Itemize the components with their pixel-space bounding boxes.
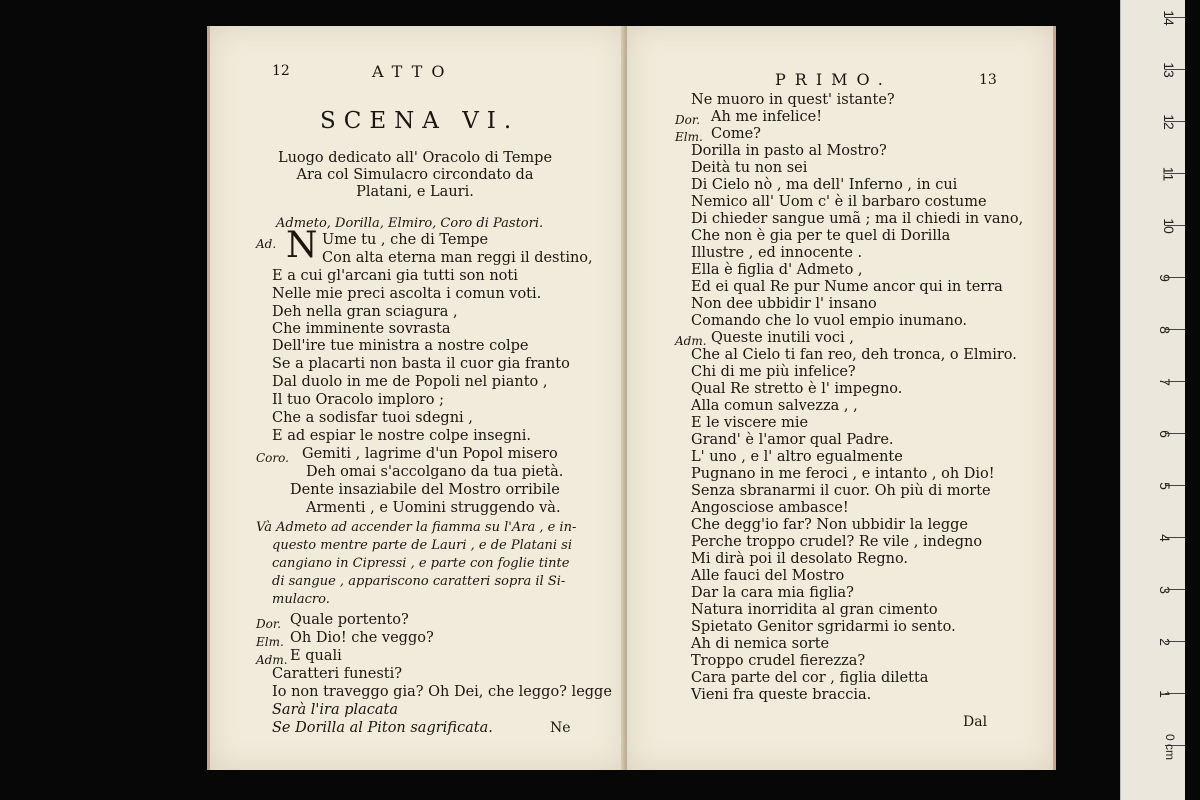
verse-line: Il tuo Oracolo imploro ; <box>272 392 444 408</box>
verse-line: Cara parte del cor , figlia diletta <box>691 670 929 686</box>
verse-line: Quale portento? <box>290 612 409 628</box>
stage-direction: cangiano in Cipressi , e parte con foglie tinte <box>272 556 570 571</box>
right-page <box>627 26 1056 770</box>
character-list: Admeto, Dorilla, Elmiro, Coro di Pastori. <box>276 216 544 231</box>
verse-line: Di chieder sangue umã ; ma il chiedi in vano, <box>691 211 1024 227</box>
left-page <box>207 26 626 770</box>
speaker-label: Elm. <box>675 130 703 144</box>
verse-line: Perche troppo crudel? Re vile , indegno <box>691 534 983 550</box>
ruler-number: 2 <box>1156 638 1173 646</box>
ruler-number: 6 <box>1156 430 1173 438</box>
verse-line: Ella è figlia d' Admeto , <box>691 262 863 278</box>
verse-line: Oh Dio! che veggo? <box>290 630 434 646</box>
drop-cap: N <box>286 225 318 266</box>
speaker-label: Elm. <box>256 635 284 649</box>
page-number: 13 <box>979 72 997 88</box>
verse-line: Alle fauci del Mostro <box>691 568 845 584</box>
ruler-number: 14 <box>1160 10 1177 26</box>
verse-line: Qual Re stretto è l' impegno. <box>691 381 903 397</box>
verse-line: Gemiti , lagrime d'un Popol misero <box>302 446 558 462</box>
ruler-number: 3 <box>1156 586 1173 594</box>
verse-line: Queste inutili voci , <box>711 330 854 346</box>
verse-line: E ad espiar le nostre colpe insegni. <box>272 428 531 444</box>
verse-line: Ne muoro in quest' istante? <box>691 92 895 108</box>
verse-line: Pugnano in me feroci , e intanto , oh Dio! <box>691 466 995 482</box>
verse-line: Io non traveggo gia? Oh Dei, che leggo? legge <box>272 684 612 700</box>
ruler-number: 1 <box>1156 690 1173 698</box>
verse-line: Ah me infelice! <box>711 109 823 125</box>
ruler-number: 12 <box>1160 114 1177 130</box>
verse-line: Che degg'io far? Non ubbidir la legge <box>691 517 968 533</box>
verse-line: Mi dirà poi il desolato Regno. <box>691 551 909 567</box>
ruler-number: 4 <box>1156 534 1173 542</box>
verse-line: L' uno , e l' altro egualmente <box>691 449 903 465</box>
verse-line: E le viscere mie <box>691 415 809 431</box>
verse-line: Ed ei qual Re pur Nume ancor qui in terra <box>691 279 1003 295</box>
verse-line: E quali <box>290 648 342 664</box>
stage-direction: mulacro. <box>272 592 330 607</box>
running-head: ATTO <box>372 62 454 81</box>
verse-line: Dal duolo in me de Popoli nel pianto , <box>272 374 548 390</box>
setting-line: Platani, e Lauri. <box>356 184 474 200</box>
ruler-number: 11 <box>1160 166 1177 182</box>
verse-line: Comando che lo vuol empio inumano. <box>691 313 968 329</box>
verse-line: Nemico all' Uom c' è il barbaro costume <box>691 194 987 210</box>
verse-line: Vieni fra queste braccia. <box>691 687 872 703</box>
verse-line: Chi di me più infelice? <box>691 364 856 380</box>
verse-line: Ume tu , che di Tempe <box>322 232 489 248</box>
setting-line: Ara col Simulacro circondato da <box>296 167 534 183</box>
verse-line: Senza sbranarmi il cuor. Oh più di morte <box>691 483 991 499</box>
verse-line: Che imminente sovrasta <box>272 321 451 337</box>
setting-line: Luogo dedicato all' Oracolo di Tempe <box>277 150 553 166</box>
verse-line: Grand' è l'amor qual Padre. <box>691 432 894 448</box>
verse-line: Dell'ire tue ministra a nostre colpe <box>272 338 529 354</box>
open-book <box>207 26 1057 776</box>
speaker-label: Coro. <box>256 451 289 465</box>
verse-line: Come? <box>711 126 761 142</box>
verse-line: Armenti , e Uomini struggendo và. <box>306 500 561 516</box>
ruler-unit-label: 0 cm <box>1163 733 1178 761</box>
verse-line: Angosciose ambasce! <box>691 500 849 516</box>
catchword: Dal <box>963 714 988 730</box>
stage-direction: questo mentre parte de Lauri , e de Platani si <box>272 538 573 553</box>
verse-line: Sarà l'ira placata <box>272 702 399 718</box>
verse-line: Alla comun salvezza , , <box>691 398 858 414</box>
measurement-ruler <box>1120 0 1185 800</box>
verse-line: Dorilla in pasto al Mostro? <box>691 143 887 159</box>
scene-title: SCENA VI. <box>320 108 520 134</box>
stage-direction: di sangue , appariscono caratteri sopra il Si- <box>272 574 566 589</box>
verse-line: Caratteri funesti? <box>272 666 403 682</box>
ruler-number: 9 <box>1156 274 1173 282</box>
speaker-label: Ad. <box>256 237 277 251</box>
verse-line: Che al Cielo ti fan reo, deh tronca, o Elmiro. <box>691 347 1017 363</box>
verse-line: Troppo crudel fierezza? <box>691 653 866 669</box>
verse-line: Spietato Genitor sgridarmi io sento. <box>691 619 956 635</box>
running-head: PRIMO. <box>775 70 892 89</box>
verse-line: Non dee ubbidir l' insano <box>691 296 877 312</box>
speaker-label: Dor. <box>256 617 282 631</box>
stage-direction: Và Admeto ad accender la fiamma su l'Ara , e in- <box>256 520 577 535</box>
ruler-number: 5 <box>1156 482 1173 490</box>
verse-line: Se Dorilla al Piton sagrificata. <box>272 720 493 736</box>
speaker-label: Dor. <box>675 113 701 127</box>
verse-line: Illustre , ed innocente . <box>691 245 863 261</box>
verse-line: Con alta eterna man reggi il destino, <box>322 250 593 266</box>
ruler-number: 10 <box>1160 218 1177 234</box>
page-number: 12 <box>272 63 290 79</box>
verse-line: Deh omai s'accolgano da tua pietà. <box>306 464 564 480</box>
speaker-label: Adm. <box>675 334 707 348</box>
verse-line: Ah di nemica sorte <box>691 636 830 652</box>
verse-line: Se a placarti non basta il cuor gia franto <box>272 356 570 372</box>
ruler-number: 8 <box>1156 326 1173 334</box>
verse-line: Dar la cara mia figlia? <box>691 585 854 601</box>
speaker-label: Adm. <box>256 653 288 667</box>
verse-line: Di Cielo nò , ma dell' Inferno , in cui <box>691 177 958 193</box>
verse-line: E a cui gl'arcani gia tutti son noti <box>272 268 518 284</box>
verse-line: Che non è gia per te quel di Dorilla <box>691 228 951 244</box>
verse-line: Natura inorridita al gran cimento <box>691 602 938 618</box>
verse-line: Che a sodisfar tuoi sdegni , <box>272 410 473 426</box>
verse-line: Deità tu non sei <box>691 160 808 176</box>
verse-line: Deh nella gran sciagura , <box>272 304 458 320</box>
verse-line: Nelle mie preci ascolta i comun voti. <box>272 286 542 302</box>
ruler-number: 7 <box>1156 378 1173 386</box>
catchword: Ne <box>550 720 571 736</box>
verse-line: Dente insaziabile del Mostro orribile <box>290 482 560 498</box>
ruler-number: 13 <box>1160 62 1177 78</box>
